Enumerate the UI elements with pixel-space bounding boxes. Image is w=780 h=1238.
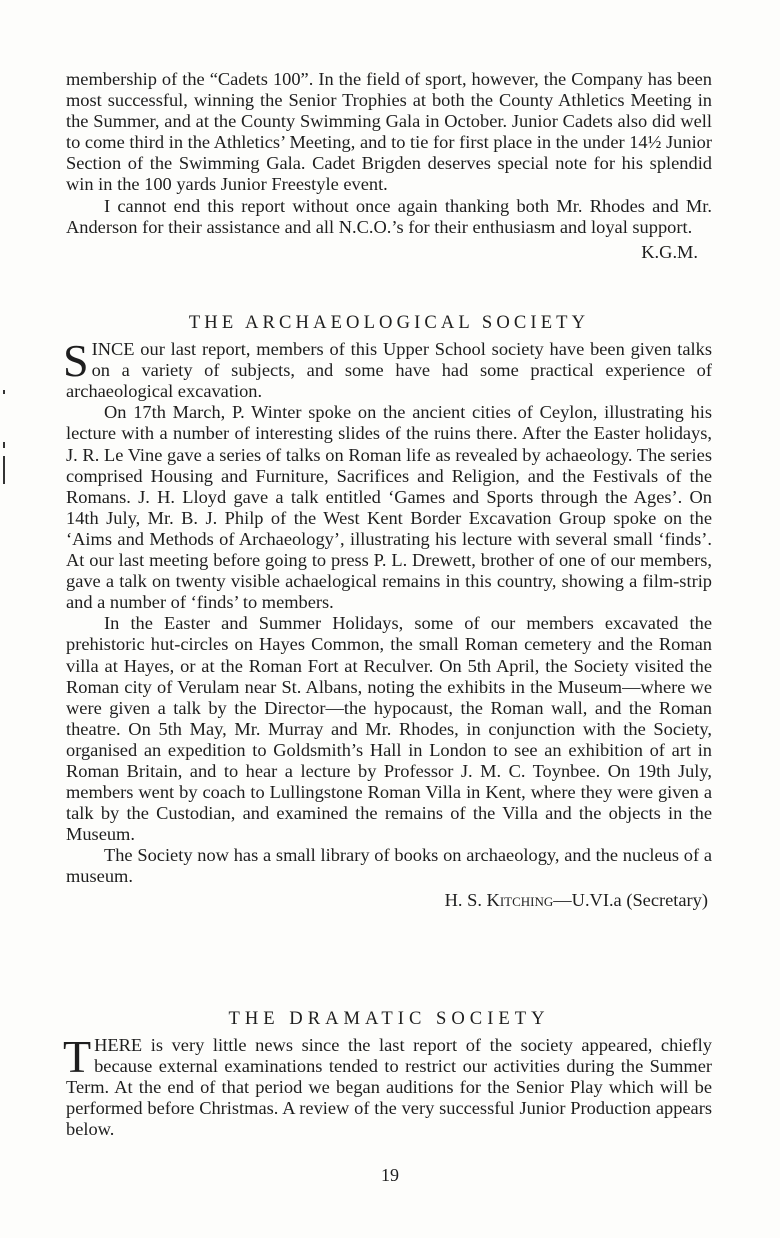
archaeological-paragraph-1-text: INCE our last report, members of this Upper School society have been given talks on a variety of subjects, and some have had some practical experience of archaeological excavation. (66, 339, 712, 402)
dramatic-drop-cap: T (63, 1031, 92, 1083)
archaeological-drop-cap: S (63, 335, 89, 387)
archaeological-signature-name: H. S. Kitching (444, 889, 554, 910)
cadets-signature: K.G.M. (641, 241, 698, 262)
page-number: 19 (381, 1165, 399, 1185)
cadets-report-tail (66, 69, 712, 263)
dramatic-society-section (63, 1005, 712, 1141)
archaeological-signature-role: —U.VI.a (Secretary) (553, 889, 708, 910)
archaeological-paragraph-2: On 17th March, P. Winter spoke on the ancient cities of Ceylon, illustrating his lecture with a number of interesting slides of the ruins there. After the Easter holidays, J. R. Le Vine gave a series of talks on Roman life as revealed by achaeology. The series comprised Housing and Furniture, Sacrifices and Religion, and the Festivals of the Romans. J. H. Lloyd gave a talk entitled ‘Games and Sports through the Ages’. On 14th July, Mr. B. J. Philp of the West Kent Border Excavation Group spoke on the ‘Aims and Methods of Archaeology’, illustrating his lecture with several small ‘finds’. At our last meeting before going to press P. L. Drewett, brother of one of our members, gave a talk on twenty visible achaelogical remains in this country, showing a film-strip and a number of ‘finds’ to members. (66, 402, 712, 613)
cadets-paragraph-continued: membership of the “Cadets 100”. In the field of sport, however, the Company has been most successful, winning the Senior Trophies at both the County Athletics Meeting in the Summer, and at the County Swimming Gala in October. Junior Cadets also did well to come third in the Athletics’ Meeting, and to tie for first place in the under 14½ Junior Section of the Swimming Gala. Cadet Brigden deserves special note for his splendid win in the 100 yards Junior Freestyle event. (66, 69, 712, 195)
archaeological-society-heading: THE ARCHAEOLOGICAL SOCIETY (188, 312, 590, 333)
archaeological-paragraph-3: In the Easter and Summer Holidays, some of our members excavated the prehistoric hut-circles on Hayes Common, the small Roman cemetery and the Roman villa at Hayes, or at the Roman Fort at Reculver. On 5th April, the Society visited the Roman city of Verulam near St. Albans, noting the exhibits in the Museum—where we were given a talk by the Director—the hypocaust, the Roman wall, and the Roman theatre. On 5th May, Mr. Murray and Mr. Rhodes, in conjunction with the Society, organised an expedition to Goldsmith’s Hall in London to see an exhibition of art in Roman Britain, and to hear a lecture by Professor J. M. C. Toynbee. On 19th July, members went by coach to Lullingstone Roman Villa in Kent, where they were given a talk by the Custodian, and examined the remains of the Villa and the objects in the Museum. (66, 613, 712, 845)
archaeological-society-section (63, 309, 712, 911)
archaeological-paragraph-4: The Society now has a small library of books on archaeology, and the nucleus of a museum. (66, 845, 712, 887)
archaeological-paragraph-1 (63, 335, 712, 402)
dramatic-society-heading: THE DRAMATIC SOCIETY (228, 1008, 550, 1029)
scan-speck-marks (3, 390, 6, 485)
archaeological-signature (66, 890, 708, 911)
cadets-paragraph-closing: I cannot end this report without once again thanking both Mr. Rhodes and Mr. Anderson for their assistance and all N.C.O.’s for their enthusiasm and loyal support. (66, 195, 712, 237)
dramatic-paragraph-1 (63, 1031, 712, 1140)
dramatic-paragraph-1-text: HERE is very little news since the last report of the society appeared, chiefly because external examinations tended to restrict our activities during the Summer Term. At the end of that period we began auditions for the Senior Play which will be performed before Christmas. A review of the very successful Junior Production appears below. (66, 1035, 712, 1140)
